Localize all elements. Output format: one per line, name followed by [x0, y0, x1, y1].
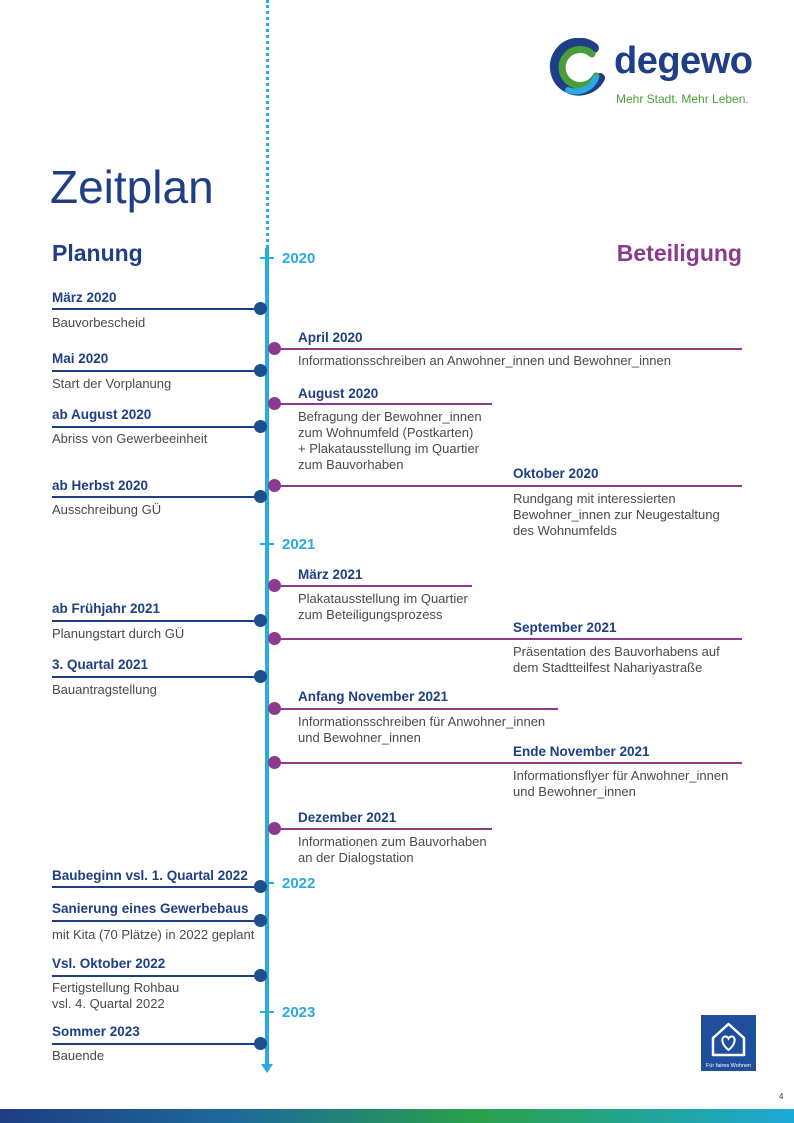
year-tick — [260, 257, 274, 259]
beteiligung-desc: Plakatausstellung im Quartier zum Beteiligungsprozess — [298, 591, 468, 622]
page-number: 4 — [779, 1092, 784, 1101]
beteiligung-connector — [280, 708, 558, 710]
planung-marker — [254, 490, 267, 503]
beteiligung-connector — [280, 485, 742, 487]
column-heading-planung: Planung — [52, 240, 143, 266]
planung-desc: Bauende — [52, 1048, 105, 1063]
planung-desc: Bauantragstellung — [52, 682, 157, 697]
planung-desc: mit Kita (70 Plätze) in 2022 geplant — [52, 927, 255, 942]
planung-connector — [52, 308, 257, 310]
planung-date: Mai 2020 — [52, 351, 109, 366]
logo-tagline: Mehr Stadt. Mehr Leben. — [616, 92, 749, 106]
beteiligung-connector — [280, 828, 492, 830]
planung-date: ab Frühjahr 2021 — [52, 601, 161, 616]
year-label-2020: 2020 — [282, 250, 316, 267]
planung-connector — [52, 426, 257, 428]
beteiligung-connector — [280, 585, 472, 587]
planung-desc: Ausschreibung GÜ — [52, 502, 162, 517]
degewo-logo-icon — [548, 38, 610, 100]
beteiligung-desc: Befragung der Bewohner_innen zum Wohnumfeld (Postkarten) + Plakatausstellung im Quartier zum Bauvorhaben — [298, 409, 482, 472]
bottom-color-bar — [0, 1109, 794, 1123]
beteiligung-date: Anfang November 2021 — [298, 689, 449, 704]
planung-marker — [254, 420, 267, 433]
planung-connector — [52, 886, 257, 888]
badge-label: Für faires Wohnen — [705, 1063, 752, 1069]
planung-marker — [254, 614, 267, 627]
planung-connector — [52, 496, 257, 498]
fair-housing-badge — [701, 1015, 756, 1071]
beteiligung-connector — [280, 762, 742, 764]
beteiligung-desc: Informationsschreiben an Anwohner_innen und Bewohner_innen — [298, 353, 671, 368]
planung-connector — [52, 1043, 257, 1045]
beteiligung-desc: Informationen zum Bauvorhaben an der Dialogstation — [298, 834, 487, 865]
planung-date: 3. Quartal 2021 — [52, 657, 149, 672]
beteiligung-desc: Informationsschreiben für Anwohner_innen und Bewohner_innen — [298, 714, 546, 745]
planung-marker — [254, 969, 267, 982]
beteiligung-date: Ende November 2021 — [513, 744, 650, 759]
beteiligung-date: April 2020 — [298, 330, 363, 345]
planung-connector — [52, 676, 257, 678]
planung-desc: Planungstart durch GÜ — [52, 626, 185, 641]
planung-date: Sommer 2023 — [52, 1024, 140, 1039]
timeline-axis-dotted — [266, 0, 269, 248]
planung-marker — [254, 302, 267, 315]
beteiligung-connector — [280, 348, 742, 350]
planung-date: Baubeginn vsl. 1. Quartal 2022 — [52, 868, 248, 883]
planung-desc: Start der Vorplanung — [52, 376, 172, 391]
year-label-2021: 2021 — [282, 536, 316, 553]
planung-date: ab Herbst 2020 — [52, 478, 149, 493]
planung-date: Vsl. Oktober 2022 — [52, 956, 166, 971]
planung-date: ab August 2020 — [52, 407, 152, 422]
planung-connector — [52, 620, 257, 622]
beteiligung-date: Oktober 2020 — [513, 466, 599, 481]
year-tick — [260, 543, 274, 545]
timeline-arrow-icon — [261, 1064, 273, 1073]
planung-date: März 2020 — [52, 290, 117, 305]
year-tick — [260, 1011, 274, 1013]
planung-desc: Abriss von Gewerbeeinheit — [52, 431, 208, 446]
planung-marker — [254, 914, 267, 927]
beteiligung-date: September 2021 — [513, 620, 617, 635]
planung-marker — [254, 880, 267, 893]
logo-wordmark: degewo — [614, 40, 753, 82]
planung-marker — [254, 1037, 267, 1050]
beteiligung-desc: Präsentation des Bauvorhabens auf dem Stadtteilfest Nahariyastraße — [513, 644, 720, 675]
year-label-2022: 2022 — [282, 875, 316, 892]
planung-desc: Fertigstellung Rohbau vsl. 4. Quartal 2022 — [52, 980, 180, 1011]
year-label-2023: 2023 — [282, 1004, 316, 1021]
beteiligung-desc: Rundgang mit interessierten Bewohner_innen zur Neugestaltung des Wohnumfelds — [513, 491, 720, 538]
planung-marker — [254, 670, 267, 683]
beteiligung-date: März 2021 — [298, 567, 363, 582]
planung-marker — [254, 364, 267, 377]
column-heading-beteiligung: Beteiligung — [616, 240, 742, 266]
beteiligung-desc: Informationsflyer für Anwohner_innen und Bewohner_innen — [513, 768, 729, 799]
planung-connector — [52, 920, 257, 922]
beteiligung-date: Dezember 2021 — [298, 810, 397, 825]
planung-date: Sanierung eines Gewerbebaus — [52, 901, 249, 916]
beteiligung-connector — [280, 638, 742, 640]
planung-connector — [52, 975, 257, 977]
house-heart-icon — [709, 1020, 748, 1058]
planung-desc: Bauvorbescheid — [52, 315, 146, 330]
page-title: Zeitplan — [50, 161, 214, 213]
beteiligung-date: August 2020 — [298, 386, 379, 401]
planung-connector — [52, 370, 257, 372]
beteiligung-connector — [280, 403, 492, 405]
